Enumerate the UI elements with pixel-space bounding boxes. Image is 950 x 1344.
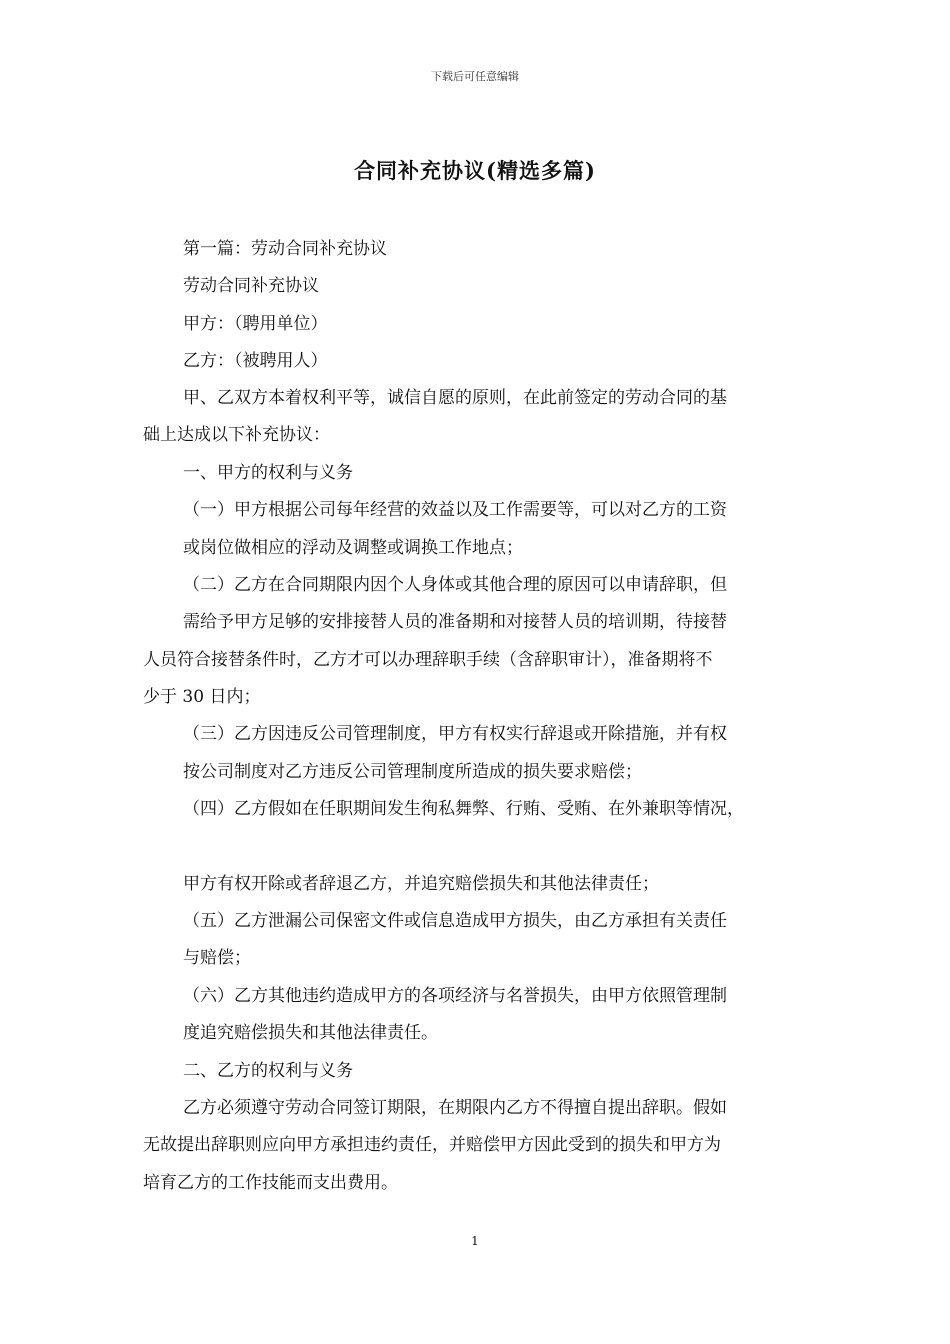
body-line: 或岗位做相应的浮动及调整或调换工作地点； — [183, 538, 523, 558]
body-line: 少于 30 日内； — [143, 687, 261, 707]
body-line: （五）乙方泄漏公司保密文件或信息造成甲方损失，由乙方承担有关责任 — [183, 911, 727, 931]
page-number: 1 — [471, 1234, 479, 1248]
body-line: 人员符合接替条件时，乙方才可以办理辞职手续（含辞职审计），准备期将不 — [143, 650, 713, 670]
body-line: 甲、乙双方本着权利平等，诚信自愿的原则，在此前签定的劳动合同的基 — [183, 388, 727, 408]
body-line: 培育乙方的工作技能而支出费用。 — [143, 1173, 398, 1193]
body-line: 按公司制度对乙方违反公司管理制度所造成的损失要求赔偿； — [183, 762, 642, 782]
document-title: 合同补充协议(精选多篇) — [354, 158, 596, 183]
body-line: 乙方必须遵守劳动合同签订期限，在期限内乙方不得擅自提出辞职。假如 — [183, 1098, 727, 1118]
body-line: （四）乙方假如在任职期间发生徇私舞弊、行贿、受贿、在外兼职等情况， — [183, 799, 744, 819]
body-line: （一）甲方根据公司每年经营的效益以及工作需要等，可以对乙方的工资 — [183, 500, 727, 520]
body-line: 一、甲方的权利与义务 — [183, 463, 353, 483]
body-line: 甲方有权开除或者辞退乙方，并追究赔偿损失和其他法律责任； — [183, 874, 659, 894]
header-note: 下载后可任意编辑 — [431, 70, 519, 83]
body-line: 乙方：（被聘用人） — [183, 351, 328, 371]
body-line: 甲方：（聘用单位） — [183, 314, 328, 334]
body-line: 与赔偿； — [183, 948, 251, 968]
body-line: 劳动合同补充协议 — [183, 276, 319, 296]
body-line: （二）乙方在合同期限内因个人身体或其他合理的原因可以申请辞职，但 — [183, 575, 727, 595]
body-line: （三）乙方因违反公司管理制度，甲方有权实行辞退或开除措施，并有权 — [183, 724, 727, 744]
body-line: 础上达成以下补充协议： — [143, 425, 330, 445]
body-line: 需给予甲方足够的安排接替人员的准备期和对接替人员的培训期，待接替 — [183, 612, 727, 632]
body-line: 度追究赔偿损失和其他法律责任。 — [183, 1023, 438, 1043]
body-line: 第一篇：劳动合同补充协议 — [183, 239, 387, 259]
body-line: 无故提出辞职则应向甲方承担违约责任，并赔偿甲方因此受到的损失和甲方为 — [143, 1135, 721, 1155]
body-line: 二、乙方的权利与义务 — [183, 1061, 353, 1081]
body-line: （六）乙方其他违约造成甲方的各项经济与名誉损失，由甲方依照管理制 — [183, 986, 727, 1006]
